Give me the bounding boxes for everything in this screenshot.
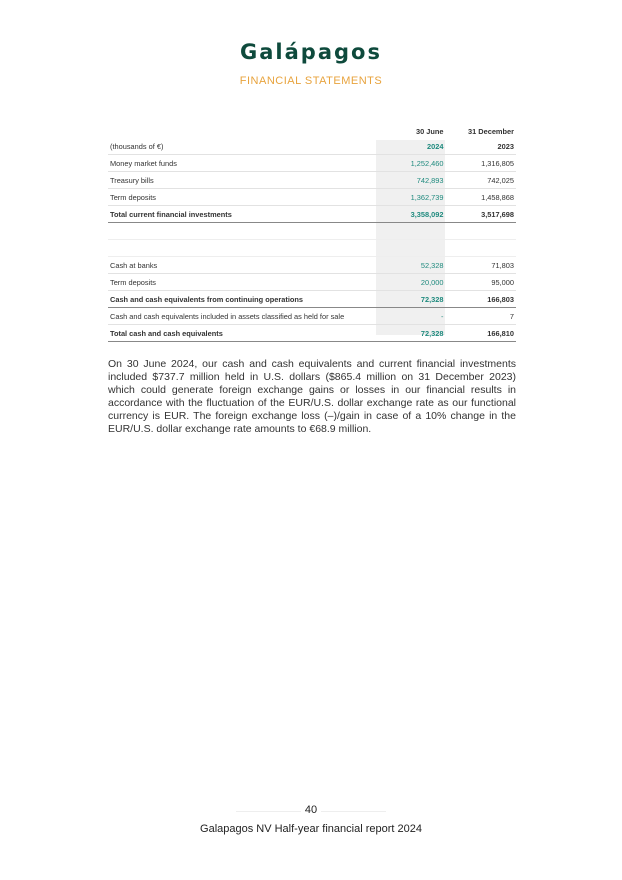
financial-investments-table xyxy=(108,124,516,342)
report-title: Galapagos NV Half-year financial report 2024 xyxy=(200,823,422,835)
body-paragraph: On 30 June 2024, our cash and cash equivalents and current financial investments included $737.7 million held in U.S. dollars ($865.4 million on 31 December 2023) which could generate foreign exchange gains or losses in our financial results in accordance with the fluctuation of the EUR/U.S. dollar exchange rate as our functional currency is EUR. The foreign exchange loss (–)/gain in case of a 10% change in the EUR/U.S. dollar exchange rate amounts to €68.9 million. xyxy=(108,358,516,435)
subtotal-row: Cash and cash equivalents from continuing operations 72,328 166,803 xyxy=(108,291,516,308)
col-prev-header: 31 December xyxy=(467,126,514,136)
table-row: Term deposits 1,362,739 1,458,868 xyxy=(108,189,516,206)
col-current-year: 2024 xyxy=(377,138,445,155)
total-row: Total current financial investments 3,358,092 3,517,698 xyxy=(108,206,516,223)
spacer-row xyxy=(108,223,516,240)
spacer-row xyxy=(108,240,516,257)
col-prev-year: 2023 xyxy=(445,138,516,155)
section-title: FINANCIAL STATEMENTS xyxy=(239,75,383,87)
table-row: Treasury bills 742,893 742,025 xyxy=(108,172,516,189)
logo-text: Galápagos xyxy=(240,40,382,64)
table-row: Term deposits 20,000 95,000 xyxy=(108,274,516,291)
table-subheader-row xyxy=(108,138,516,155)
company-logo xyxy=(0,40,622,64)
page-number: 40 xyxy=(0,804,622,816)
total-row: Total cash and cash equivalents 72,328 166,810 xyxy=(108,325,516,342)
table-row: Cash at banks 52,328 71,803 xyxy=(108,257,516,274)
col-current-header: 30 June xyxy=(415,126,444,136)
table-row: Cash and cash equivalents included in assets classified as held for sale - 7 xyxy=(108,308,516,325)
table-header-row xyxy=(108,124,516,138)
unit-label: (thousands of €) xyxy=(108,138,377,155)
table-row: Money market funds 1,252,460 1,316,805 xyxy=(108,155,516,172)
